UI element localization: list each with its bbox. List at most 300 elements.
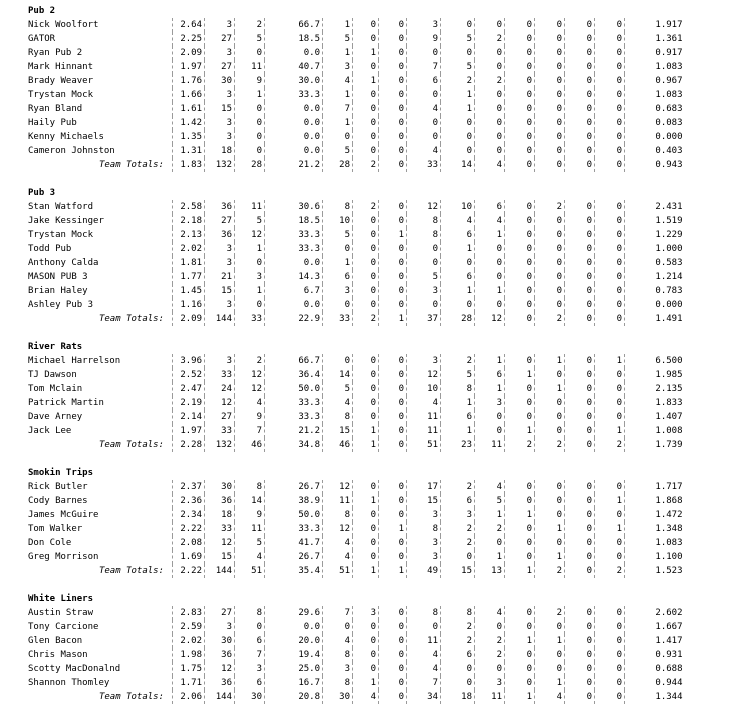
stat-cell: 0 [379,32,407,46]
stat-cell: 7 [407,60,441,74]
stat-cell: 0 [505,88,535,102]
stat-cell: 1.417 [625,634,685,648]
stat-cell: 0 [379,676,407,690]
total-cell: 1 [505,690,535,704]
stat-cell: 0 [379,46,407,60]
stat-cell: 18.5 [265,32,323,46]
stat-cell: 0 [353,116,379,130]
team-name: River Rats [28,342,83,352]
stat-cell: 17 [407,480,441,494]
stat-cell: 0 [235,116,265,130]
stat-cell: 14 [235,494,265,508]
player-name: Ryan Bland [28,104,83,114]
total-cell: 0 [595,312,625,326]
player-row [26,144,685,158]
stat-cell: 0.0 [265,620,323,634]
stat-cell: 10 [323,214,353,228]
stat-cell: 0.0 [265,144,323,158]
stat-cell: 0 [353,634,379,648]
stat-cell: 2.34 [173,508,205,522]
stat-cell: 0 [505,662,535,676]
stat-cell: 1 [353,494,379,508]
stat-cell: 1.833 [625,396,685,410]
stat-cell: 0 [595,88,625,102]
stat-cell: 1 [475,228,505,242]
stat-cell: 0 [595,32,625,46]
stat-cell: 12 [323,522,353,536]
stat-cell: 0 [407,256,441,270]
stat-cell: 6.500 [625,354,685,368]
stat-cell: 1 [441,396,475,410]
player-row [26,130,685,144]
stat-cell: 0 [407,116,441,130]
stat-cell: 0 [565,200,595,214]
stat-cell: 0 [565,88,595,102]
stat-cell: 0 [595,606,625,620]
stat-cell: 0 [379,620,407,634]
stat-cell: 3 [475,396,505,410]
stat-cell: 0 [379,634,407,648]
stat-cell: 0 [565,424,595,438]
total-cell: 33 [323,312,353,326]
total-cell: 2 [505,438,535,452]
stat-cell: 1 [323,46,353,60]
stat-cell: 1.868 [625,494,685,508]
stat-cell: 8 [407,228,441,242]
stat-cell: 8 [441,606,475,620]
team-spacer [26,172,685,186]
stat-cell: 0 [353,242,379,256]
team-totals-row [26,438,685,452]
stat-cell: 0 [595,410,625,424]
stat-cell: 0 [595,620,625,634]
stat-cell: 0 [505,354,535,368]
stat-cell: 4 [407,396,441,410]
stat-cell: 0 [379,536,407,550]
stat-cell: 1.16 [173,298,205,312]
player-row [26,382,685,396]
stat-cell: 1 [475,382,505,396]
player-row [26,508,685,522]
stat-cell: 0 [535,270,565,284]
player-name: Tony Carcione [28,622,99,632]
stat-cell: 0 [353,60,379,74]
stat-cell: 33 [205,368,235,382]
stat-cell: 1 [505,508,535,522]
stat-cell: 2 [475,74,505,88]
stat-cell: 0 [407,88,441,102]
total-cell: 4 [535,690,565,704]
stat-cell: 0.083 [625,116,685,130]
stat-cell: 0 [407,46,441,60]
stat-cell: 0 [505,32,535,46]
stat-cell: 1.77 [173,270,205,284]
stat-cell: 0 [475,18,505,32]
stat-cell: 0 [475,270,505,284]
total-cell: 2.06 [173,690,205,704]
stat-cell: 0 [475,102,505,116]
stat-cell: 0 [505,648,535,662]
stat-cell: 15 [407,494,441,508]
stat-cell: 0 [595,144,625,158]
stat-cell: 0 [565,522,595,536]
player-name: Michael Harrelson [28,356,121,366]
stat-cell: 0 [379,424,407,438]
stat-cell: 1.008 [625,424,685,438]
stat-cell: 11 [235,200,265,214]
stat-cell: 0 [379,494,407,508]
player-name: Jack Lee [28,426,72,436]
stat-cell: 15 [323,424,353,438]
player-name: Ryan Pub 2 [28,48,83,58]
stat-cell: 0 [441,550,475,564]
stat-cell: 0 [565,662,595,676]
stat-cell: 0 [379,368,407,382]
stat-cell: 0 [353,662,379,676]
spacer-cell [26,578,685,592]
stat-cell: 0 [475,130,505,144]
stat-cell: 27 [205,214,235,228]
stat-cell: 0 [565,676,595,690]
stat-cell: 1.100 [625,550,685,564]
stat-cell: 0.967 [625,74,685,88]
total-cell: 1.523 [625,564,685,578]
stat-cell: 30.6 [265,200,323,214]
stat-cell: 1.214 [625,270,685,284]
stat-cell: 0 [379,648,407,662]
team-totals-row [26,312,685,326]
player-row [26,60,685,74]
player-name: Cody Barnes [28,496,88,506]
stat-cell: 2 [475,32,505,46]
total-cell: 0 [565,158,595,172]
stat-cell: 8 [407,606,441,620]
stat-cell: 4 [323,396,353,410]
stat-cell: 12 [235,368,265,382]
total-cell: 34.8 [265,438,323,452]
total-cell: 144 [205,312,235,326]
stat-cell: 1.717 [625,480,685,494]
stat-cell: 2 [441,522,475,536]
stat-cell: 0 [353,396,379,410]
total-cell: 2 [353,158,379,172]
stat-cell: 0 [379,60,407,74]
stat-cell: 7 [235,424,265,438]
stat-cell: 0 [565,242,595,256]
stat-cell: 9 [235,508,265,522]
stat-cell: 0 [379,480,407,494]
player-row [26,550,685,564]
stat-cell: 0 [505,130,535,144]
stat-cell: 0.403 [625,144,685,158]
stat-cell: 1.31 [173,144,205,158]
stat-cell: 2.431 [625,200,685,214]
stat-cell: 8 [407,214,441,228]
stat-cell: 1 [323,256,353,270]
stat-cell: 1.45 [173,284,205,298]
stat-cell: 0 [379,214,407,228]
stat-cell: 1 [323,18,353,32]
stat-cell: 0 [353,298,379,312]
team-header [26,4,685,18]
stat-cell: 0 [475,242,505,256]
stat-cell: 0 [595,200,625,214]
stat-cell: 6 [441,648,475,662]
stat-cell: 3 [407,550,441,564]
team-spacer [26,578,685,592]
stat-cell: 0 [379,74,407,88]
total-cell: 0 [565,690,595,704]
stat-cell: 3 [323,60,353,74]
player-row [26,480,685,494]
stat-cell: 0 [595,284,625,298]
stat-cell: 30 [205,74,235,88]
player-row [26,396,685,410]
stat-cell: 0 [535,214,565,228]
stat-cell: 1 [535,550,565,564]
stat-cell: 0 [353,32,379,46]
stat-cell: 1 [323,88,353,102]
stat-cell: 11 [323,494,353,508]
stat-cell: 0 [379,354,407,368]
stat-cell: 0 [505,256,535,270]
stat-cell: 2.64 [173,18,205,32]
stat-cell: 0.0 [265,116,323,130]
stat-cell: 0 [379,18,407,32]
stat-cell: 0.0 [265,102,323,116]
stat-cell: 11 [407,634,441,648]
stat-cell: 6 [407,74,441,88]
stat-cell: 11 [235,60,265,74]
stat-cell: 0 [505,606,535,620]
stat-cell: 7 [407,676,441,690]
stat-cell: 0.688 [625,662,685,676]
stat-cell: 5 [441,368,475,382]
player-name: Dave Arney [28,412,83,422]
stat-cell: 1 [535,354,565,368]
stat-cell: 1 [441,88,475,102]
player-row [26,88,685,102]
player-row [26,102,685,116]
stat-cell: 4 [407,102,441,116]
stat-cell: 0 [565,508,595,522]
stat-cell: 1.76 [173,74,205,88]
player-name: Brady Weaver [28,76,94,86]
stat-cell: 2 [441,480,475,494]
stat-cell: 6.7 [265,284,323,298]
stat-cell: 0 [595,116,625,130]
total-cell: 30 [235,690,265,704]
stat-cell: 0 [595,102,625,116]
stat-cell: 0 [565,648,595,662]
stat-cell: 6 [235,634,265,648]
stat-cell: 15 [205,550,235,564]
stat-cell: 3 [353,606,379,620]
total-cell: 0 [595,690,625,704]
stat-cell: 0 [441,144,475,158]
stat-cell: 5 [407,270,441,284]
stat-cell: 0 [565,228,595,242]
team-header [26,592,685,606]
total-cell: 51 [323,564,353,578]
stat-cell: 26.7 [265,480,323,494]
team-header [26,186,685,200]
player-name: Jake Kessinger [28,216,104,226]
stat-cell: 6 [475,200,505,214]
stat-cell: 33.3 [265,242,323,256]
team-totals-label: Team Totals: [98,566,164,576]
stat-cell: 10 [441,200,475,214]
stat-cell: 0 [565,550,595,564]
stat-cell: 6 [475,368,505,382]
stat-cell: 1.81 [173,256,205,270]
stat-cell: 5 [235,536,265,550]
stat-cell: 0 [595,74,625,88]
total-cell: 132 [205,438,235,452]
stat-cell: 6 [441,228,475,242]
stat-cell: 0 [505,396,535,410]
stat-cell: 0 [595,368,625,382]
stat-cell: 0 [535,480,565,494]
stat-cell: 6 [441,410,475,424]
stat-cell: 0 [565,606,595,620]
total-cell: 11 [475,438,505,452]
stat-cell: 0.0 [265,46,323,60]
stat-cell: 2 [441,634,475,648]
stat-cell: 11 [407,410,441,424]
team-spacer [26,326,685,340]
stat-cell: 1 [535,634,565,648]
player-name: Cameron Johnston [28,146,115,156]
stat-cell: 18.5 [265,214,323,228]
stat-cell: 3 [205,242,235,256]
total-cell: 4 [475,158,505,172]
spacer-cell [26,452,685,466]
total-cell: 28 [441,312,475,326]
stat-cell: 0 [353,256,379,270]
stat-cell: 3 [323,284,353,298]
stat-cell: 0 [353,410,379,424]
stat-cell: 30 [205,480,235,494]
player-row [26,284,685,298]
stat-cell: 8 [235,480,265,494]
stat-cell: 1.361 [625,32,685,46]
stat-cell: 5 [323,32,353,46]
stat-cell: 0 [535,130,565,144]
stat-cell: 2.09 [173,46,205,60]
total-cell: 4 [353,690,379,704]
stat-cell: 14.3 [265,270,323,284]
total-cell: 30 [323,690,353,704]
stat-cell: 2 [535,606,565,620]
stat-cell: 0 [565,74,595,88]
stat-cell: 0 [353,130,379,144]
stat-cell: 1.42 [173,116,205,130]
stat-cell: 36 [205,676,235,690]
total-cell: 1.739 [625,438,685,452]
total-cell: 14 [441,158,475,172]
stat-cell: 2.22 [173,522,205,536]
stat-cell: 0 [565,620,595,634]
stat-cell: 1 [505,368,535,382]
stat-cell: 33 [205,522,235,536]
stat-cell: 1.66 [173,88,205,102]
team-spacer [26,452,685,466]
stat-cell: 1.229 [625,228,685,242]
team-totals-row [26,690,685,704]
player-row [26,116,685,130]
stat-cell: 0 [565,102,595,116]
player-row [26,270,685,284]
stat-cell: 0.931 [625,648,685,662]
stat-cell: 0 [505,214,535,228]
stat-cell: 0 [595,550,625,564]
player-name: Tom Walker [28,524,83,534]
stat-cell: 0 [379,410,407,424]
stat-cell: 29.6 [265,606,323,620]
stat-cell: 8 [407,522,441,536]
stat-cell: 0 [379,144,407,158]
player-name: James McGuire [28,510,99,520]
total-cell: 0 [379,438,407,452]
stat-cell: 0 [535,494,565,508]
stat-cell: 0 [505,60,535,74]
total-cell: 20.8 [265,690,323,704]
stat-cell: 0 [505,494,535,508]
stat-cell: 1.000 [625,242,685,256]
stat-cell: 27 [205,606,235,620]
total-cell: 0 [565,312,595,326]
total-cell: 35.4 [265,564,323,578]
team-name: Smokin Trips [28,468,94,478]
stat-cell: 2.602 [625,606,685,620]
stat-cell: 0 [379,116,407,130]
stat-cell: 4 [323,634,353,648]
stat-cell: 0 [379,606,407,620]
stat-cell: 3 [205,88,235,102]
stat-cell: 0 [441,662,475,676]
stat-cell: 0 [535,74,565,88]
stat-cell: 0 [475,116,505,130]
stat-cell: 11 [235,522,265,536]
stat-cell: 0 [535,536,565,550]
stat-cell: 0 [235,130,265,144]
total-cell: 1 [379,312,407,326]
stat-cell: 0 [235,620,265,634]
stat-cell: 0 [379,298,407,312]
stat-cell: 0 [505,480,535,494]
stat-cell: 36 [205,648,235,662]
stat-cell: 0 [235,102,265,116]
total-cell: 1.491 [625,312,685,326]
stat-cell: 1.917 [625,18,685,32]
stat-cell: 0 [353,144,379,158]
stat-cell: 18 [205,508,235,522]
stat-cell: 0 [505,522,535,536]
player-name: Chris Mason [28,650,88,660]
stat-cell: 0 [505,200,535,214]
stat-cell: 12 [323,480,353,494]
stat-cell: 0.000 [625,298,685,312]
team-totals-label: Team Totals: [98,314,164,324]
total-cell: 144 [205,690,235,704]
stat-cell: 0 [535,18,565,32]
player-name: Kenny Michaels [28,132,104,142]
team-totals-label: Team Totals: [98,160,164,170]
stat-cell: 1.97 [173,424,205,438]
stat-cell: 0 [379,130,407,144]
stat-cell: 0 [565,284,595,298]
